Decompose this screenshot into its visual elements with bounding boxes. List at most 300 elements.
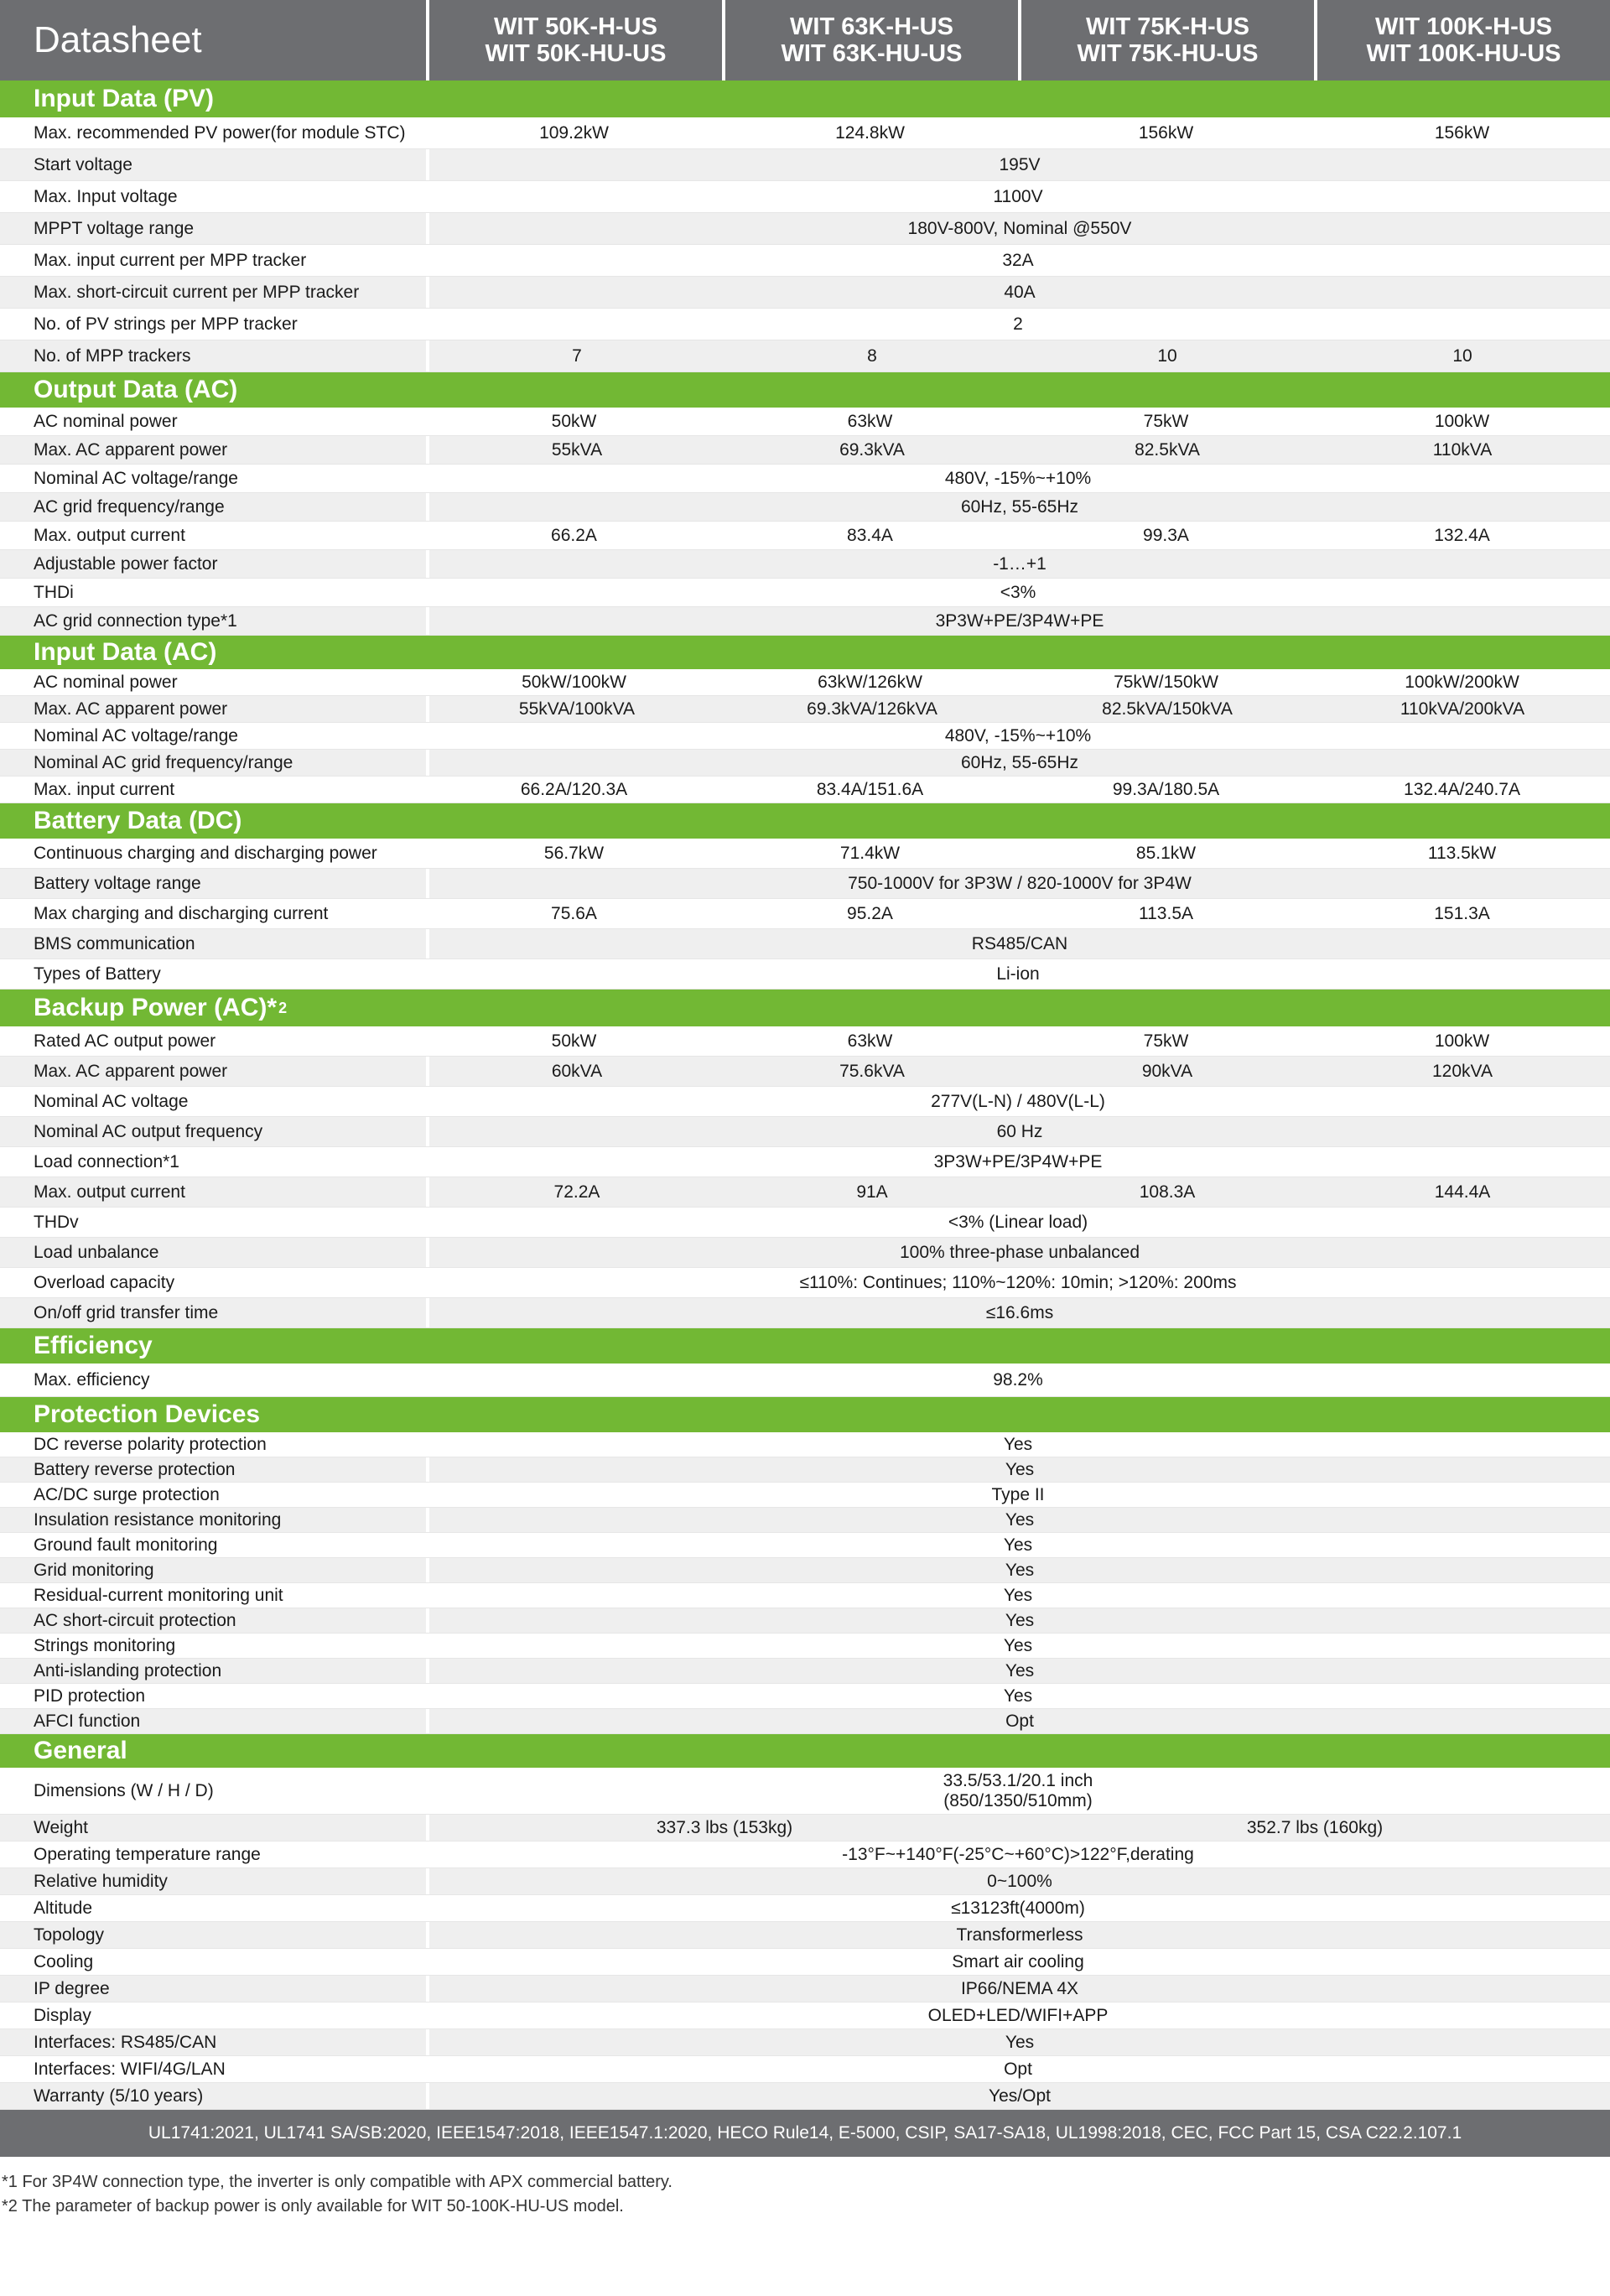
- value-cell: 109.2kW: [539, 122, 609, 143]
- row-values: [426, 550, 1610, 578]
- row-label: Max. AC apparent power: [34, 439, 228, 460]
- model-column-100k: [1314, 0, 1610, 81]
- table-row: [0, 1533, 1610, 1558]
- table-row: [0, 277, 1610, 309]
- row-label: AC grid frequency/range: [34, 496, 225, 517]
- value-cell: 50kW: [551, 411, 597, 431]
- value-cell: 69.3kVA/126kVA: [807, 699, 937, 719]
- table-row: [0, 1976, 1610, 2003]
- row-label: Cooling: [34, 1951, 94, 1971]
- certifications-bar: UL1741:2021, UL1741 SA/SB:2020, IEEE1547:2018, IEEE1547.1:2020, HECO Rule14, E-5000, CSIP, SA17-SA18, UL1998:2018, CEC, FCC Part 15, CSA C22.2.107.1: [0, 2110, 1610, 2157]
- table-row: [0, 1483, 1610, 1508]
- model-column-75k: [1018, 0, 1314, 81]
- row-label: Insulation resistance monitoring: [34, 1509, 282, 1530]
- value-cell: 2: [1013, 314, 1023, 334]
- section-title: General: [34, 1737, 127, 1764]
- row-values: [426, 1208, 1610, 1237]
- model-name-h: WIT 63K-H-US: [790, 13, 953, 40]
- table-row: [0, 1608, 1610, 1634]
- value-cell: Li-ion: [996, 964, 1040, 984]
- value-cell: 8: [867, 345, 877, 366]
- row-values: [426, 309, 1610, 340]
- table-row: [0, 959, 1610, 990]
- value-cell: Yes: [1003, 1635, 1033, 1655]
- row-values: [426, 522, 1610, 549]
- row-label: Max. input current: [34, 779, 175, 799]
- section-title-superscript: 2: [278, 999, 288, 1016]
- value-cell: 83.4A: [847, 525, 893, 545]
- value-cell: 180V-800V, Nominal @550V: [907, 218, 1132, 238]
- row-label: Interfaces: WIFI/4G/LAN: [34, 2059, 226, 2079]
- table-row: [0, 1583, 1610, 1608]
- row-values: [426, 1268, 1610, 1297]
- row-values: [426, 723, 1610, 749]
- value-cell: Yes: [1003, 1585, 1033, 1605]
- row-values: [426, 777, 1610, 803]
- value-cell: 156kW: [1138, 122, 1194, 143]
- row-values: [426, 750, 1610, 776]
- row-values: [426, 1976, 1610, 2002]
- row-label: Residual-current monitoring unit: [34, 1585, 283, 1605]
- value-cell: 99.3A/180.5A: [1112, 779, 1220, 799]
- row-label: Operating temperature range: [34, 1844, 261, 1864]
- value-cell: 100kW: [1434, 411, 1490, 431]
- row-label: Adjustable power factor: [34, 553, 218, 574]
- value-cell: ≤16.6ms: [985, 1302, 1054, 1322]
- value-cell: 75kW: [1143, 411, 1189, 431]
- row-label: Types of Battery: [34, 964, 161, 984]
- row-label: Display: [34, 2005, 91, 2025]
- row-label: AC grid connection type*1: [34, 610, 237, 631]
- row-values: [426, 1634, 1610, 1658]
- table-row: [0, 607, 1610, 636]
- section-title: Efficiency: [34, 1332, 153, 1359]
- row-label: MPPT voltage range: [34, 218, 195, 238]
- row-values: [426, 1432, 1610, 1457]
- value-cell: Smart air cooling: [952, 1951, 1084, 1971]
- row-label: DC reverse polarity protection: [34, 1434, 267, 1454]
- row-label: Ground fault monitoring: [34, 1535, 218, 1555]
- value-cell: 3P3W+PE/3P4W+PE: [933, 1151, 1103, 1171]
- row-label: Nominal AC output frequency: [34, 1121, 263, 1141]
- table-row: [0, 1057, 1610, 1087]
- row-label: Interfaces: RS485/CAN: [34, 2032, 217, 2052]
- row-values: [426, 117, 1610, 148]
- value-cell: 108.3A: [1139, 1182, 1196, 1202]
- row-label: Altitude: [34, 1898, 93, 1918]
- value-cell: ≤13123ft(4000m): [951, 1898, 1085, 1918]
- value-cell: 100kW: [1434, 1031, 1490, 1051]
- row-label: Dimensions (W / H / D): [34, 1780, 214, 1800]
- table-row: [0, 1457, 1610, 1483]
- value-cell: 195V: [999, 154, 1041, 174]
- value-cell: 352.7 lbs (160kg): [1246, 1817, 1384, 1837]
- row-values: [426, 436, 1610, 464]
- value-cell: 480V, -15%~+10%: [944, 725, 1092, 745]
- value-cell: 82.5kVA: [1135, 439, 1200, 460]
- value-cell: 95.2A: [847, 903, 893, 923]
- value-cell: 83.4A/151.6A: [816, 779, 924, 799]
- value-cell: 82.5kVA/150kVA: [1102, 699, 1233, 719]
- value-cell: Yes: [1005, 1560, 1035, 1580]
- row-label: Nominal AC voltage/range: [34, 725, 238, 745]
- value-cell: <3%: [1000, 582, 1036, 602]
- table-row: [0, 1268, 1610, 1298]
- row-label: PID protection: [34, 1686, 146, 1706]
- table-row: [0, 550, 1610, 579]
- value-cell: 75kW: [1143, 1031, 1189, 1051]
- value-cell: 110kVA/200kVA: [1400, 699, 1525, 719]
- table-row: [0, 1298, 1610, 1328]
- row-label: Max. output current: [34, 525, 185, 545]
- value-cell: Opt: [1005, 1711, 1034, 1731]
- table-row: [0, 1709, 1610, 1734]
- value-cell: 124.8kW: [835, 122, 905, 143]
- row-values: [426, 213, 1610, 244]
- table-row: [0, 1949, 1610, 1976]
- row-values: [426, 1558, 1610, 1582]
- section-title: Backup Power (AC)*: [34, 994, 278, 1021]
- value-cell: Yes: [1005, 1660, 1035, 1680]
- table-row: [0, 1026, 1610, 1057]
- table-row: [0, 181, 1610, 213]
- value-cell: 144.4A: [1434, 1182, 1491, 1202]
- row-label: Max. efficiency: [34, 1369, 150, 1390]
- value-cell: 56.7kW: [543, 843, 605, 863]
- value-cell: 60kVA: [551, 1061, 603, 1081]
- row-values: [426, 1922, 1610, 1948]
- value-cell: 75.6A: [551, 903, 597, 923]
- table-row: [0, 340, 1610, 372]
- table-row: [0, 1238, 1610, 1268]
- value-cell: 75.6kVA: [839, 1061, 905, 1081]
- value-cell: Yes/Opt: [989, 2086, 1051, 2106]
- row-values: [426, 1608, 1610, 1633]
- table-row: [0, 1815, 1610, 1841]
- row-values: [426, 1583, 1610, 1608]
- value-cell: 60 Hz: [996, 1121, 1043, 1141]
- value-cell: 3P3W+PE/3P4W+PE: [935, 610, 1104, 631]
- table-row: [0, 579, 1610, 607]
- value-cell: Yes: [1003, 1535, 1033, 1555]
- model-column-50k: [426, 0, 722, 81]
- value-cell: 100% three-phase unbalanced: [899, 1242, 1140, 1262]
- table-header: [0, 0, 1610, 81]
- section-header: [0, 1397, 1610, 1432]
- value-cell: 110kVA: [1432, 439, 1493, 460]
- row-label: No. of MPP trackers: [34, 345, 191, 366]
- table-row: [0, 2083, 1610, 2110]
- row-label: AC/DC surge protection: [34, 1484, 220, 1504]
- value-cell: Yes: [1003, 1686, 1033, 1706]
- section-header: [0, 990, 1610, 1026]
- table-row: [0, 1432, 1610, 1457]
- value-line: (850/1350/510mm): [943, 1790, 1093, 1810]
- value-cell: Yes: [1005, 1509, 1035, 1530]
- table-row: [0, 1922, 1610, 1949]
- row-label: AC nominal power: [34, 411, 178, 431]
- row-label: Start voltage: [34, 154, 132, 174]
- table-row: [0, 1868, 1610, 1895]
- row-label: Topology: [34, 1925, 105, 1945]
- value-cell: -13°F~+140°F(-25°C~+60°C)>122°F,derating: [842, 1844, 1194, 1864]
- row-label: Continuous charging and discharging power: [34, 843, 377, 863]
- value-cell: 100kW/200kW: [1405, 672, 1519, 692]
- row-label: Overload capacity: [34, 1272, 175, 1292]
- row-label: Max charging and discharging current: [34, 903, 329, 923]
- row-values: [426, 1709, 1610, 1733]
- row-values: [426, 1841, 1610, 1867]
- model-name-h: WIT 75K-H-US: [1086, 13, 1249, 40]
- row-values: [426, 669, 1610, 695]
- row-label: AC nominal power: [34, 672, 178, 692]
- value-cell: 0~100%: [987, 1871, 1052, 1891]
- model-name-hu: WIT 50K-HU-US: [485, 40, 667, 67]
- row-values: [426, 340, 1610, 371]
- row-label: THDv: [34, 1212, 79, 1232]
- value-cell: 99.3A: [1143, 525, 1189, 545]
- row-values: [426, 408, 1610, 435]
- row-label: THDi: [34, 582, 74, 602]
- row-label: Nominal AC voltage/range: [34, 468, 238, 488]
- row-values: [426, 2003, 1610, 2028]
- model-name-hu: WIT 63K-HU-US: [781, 40, 963, 67]
- section-title: Protection Devices: [34, 1400, 261, 1428]
- value-cell: 132.4A/240.7A: [1404, 779, 1520, 799]
- row-values: [426, 869, 1610, 898]
- value-cell: <3% (Linear load): [948, 1212, 1088, 1232]
- table-row: [0, 929, 1610, 959]
- row-label: No. of PV strings per MPP tracker: [34, 314, 298, 334]
- table-row: [0, 2003, 1610, 2029]
- row-label: Max. output current: [34, 1182, 185, 1202]
- row-label: Relative humidity: [34, 1871, 168, 1891]
- row-values: [426, 1868, 1610, 1894]
- value-cell: ≤110%: Continues; 110%~120%: 10min; >120%: 200ms: [799, 1272, 1237, 1292]
- value-cell: Yes: [1005, 2032, 1035, 2052]
- value-cell: 7: [572, 345, 582, 366]
- row-label: Strings monitoring: [34, 1635, 176, 1655]
- table-row: [0, 436, 1610, 465]
- row-label: AC short-circuit protection: [34, 1610, 236, 1630]
- value-cell: IP66/NEMA 4X: [960, 1978, 1079, 1998]
- value-cell: 337.3 lbs (153kg): [656, 1817, 793, 1837]
- table-row: [0, 213, 1610, 245]
- value-cell: 750-1000V for 3P3W / 820-1000V for 3P4W: [848, 873, 1192, 893]
- value-cell: 1100V: [993, 186, 1043, 206]
- row-values: [426, 1508, 1610, 1532]
- value-cell: 63kW/126kW: [818, 672, 922, 692]
- value-cell: -1…+1: [993, 553, 1046, 574]
- row-label: Max. Input voltage: [34, 186, 178, 206]
- section-header: [0, 372, 1610, 408]
- row-label: Battery voltage range: [34, 873, 201, 893]
- section-header: [0, 1734, 1610, 1768]
- row-label: Warranty (5/10 years): [34, 2086, 204, 2106]
- row-values: [426, 959, 1610, 989]
- model-name-hu: WIT 100K-HU-US: [1366, 40, 1561, 67]
- table-row: [0, 117, 1610, 149]
- model-name-h: WIT 50K-H-US: [494, 13, 657, 40]
- row-values: [426, 2083, 1610, 2109]
- row-values: [426, 1533, 1610, 1557]
- row-values: [426, 149, 1610, 180]
- table-row: [0, 1117, 1610, 1147]
- row-values: [426, 245, 1610, 276]
- row-values: [426, 2056, 1610, 2082]
- value-cell: 277V(L-N) / 480V(L-L): [931, 1091, 1105, 1111]
- value-cell: 151.3A: [1434, 903, 1490, 923]
- table-row: [0, 465, 1610, 493]
- value-cell: 10: [1452, 345, 1472, 366]
- row-label: BMS communication: [34, 933, 195, 953]
- value-cell: 66.2A/120.3A: [520, 779, 628, 799]
- row-label: Battery reverse protection: [34, 1459, 236, 1479]
- table-row: [0, 1659, 1610, 1684]
- row-label: On/off grid transfer time: [34, 1302, 219, 1322]
- value-cell: 63kW: [847, 411, 893, 431]
- table-row: [0, 1087, 1610, 1117]
- row-values: [426, 493, 1610, 521]
- row-values: [426, 181, 1610, 212]
- row-label: Load connection*1: [34, 1151, 179, 1171]
- row-values: [426, 929, 1610, 958]
- row-values: [426, 277, 1610, 308]
- value-cell: 60Hz, 55-65Hz: [960, 752, 1079, 772]
- row-values: [426, 2029, 1610, 2055]
- table-row: [0, 408, 1610, 436]
- table-row: [0, 149, 1610, 181]
- value-cell: 75kW/150kW: [1114, 672, 1218, 692]
- value-cell: Opt: [1004, 2059, 1032, 2079]
- value-cell: Transformerless: [956, 1925, 1083, 1945]
- table-row: [0, 1508, 1610, 1533]
- value-cell: Type II: [991, 1484, 1045, 1504]
- row-label: AFCI function: [34, 1711, 141, 1731]
- table-row: [0, 839, 1610, 869]
- value-cell: 71.4kW: [839, 843, 901, 863]
- section-header: [0, 803, 1610, 839]
- table-row: [0, 2056, 1610, 2083]
- table-row: [0, 309, 1610, 340]
- value-cell: 120kVA: [1432, 1061, 1493, 1081]
- value-cell: Yes: [1005, 1610, 1035, 1630]
- row-label: IP degree: [34, 1978, 110, 1998]
- table-row: [0, 493, 1610, 522]
- section-title: Input Data (PV): [34, 85, 214, 112]
- section-header: [0, 1328, 1610, 1364]
- table-row: [0, 245, 1610, 277]
- value-cell: 90kVA: [1141, 1061, 1193, 1081]
- value-cell: Yes: [1005, 1459, 1035, 1479]
- row-values: [426, 1087, 1610, 1116]
- row-values: [426, 1949, 1610, 1975]
- spec-sections: [0, 81, 1610, 2110]
- row-values: [426, 1057, 1610, 1086]
- row-label: Max. short-circuit current per MPP tracker: [34, 282, 360, 302]
- value-cell: 50kW/100kW: [522, 672, 626, 692]
- section-title: Battery Data (DC): [34, 807, 242, 834]
- row-label: Rated AC output power: [34, 1031, 216, 1051]
- value-cell: 85.1kW: [1135, 843, 1197, 863]
- table-row: [0, 750, 1610, 777]
- row-values: [426, 607, 1610, 635]
- footnote-2: *2 The parameter of backup power is only available for WIT 50-100K-HU-US model.: [2, 2197, 624, 2215]
- value-cell: 98.2%: [993, 1369, 1043, 1390]
- value-cell: 132.4A: [1434, 525, 1490, 545]
- value-cell: Yes: [1003, 1434, 1033, 1454]
- table-row: [0, 1841, 1610, 1868]
- row-values: [426, 1684, 1610, 1708]
- row-values: [426, 1815, 1610, 1841]
- table-row: [0, 899, 1610, 929]
- value-cell: 69.3kVA: [839, 439, 905, 460]
- model-name-hu: WIT 75K-HU-US: [1077, 40, 1259, 67]
- value-cell: 66.2A: [551, 525, 597, 545]
- row-values: [426, 1364, 1610, 1396]
- value-cell: [426, 1768, 1610, 1814]
- value-cell: OLED+LED/WIFI+APP: [927, 2005, 1109, 2025]
- value-cell: 32A: [1002, 250, 1034, 270]
- table-row: [0, 1684, 1610, 1709]
- page-title: Datasheet: [34, 19, 202, 60]
- value-cell: 55kVA/100kVA: [518, 699, 636, 719]
- value-cell: 156kW: [1434, 122, 1490, 143]
- row-values: [426, 1177, 1610, 1207]
- row-values: [426, 899, 1610, 928]
- value-line: 33.5/53.1/20.1 inch: [943, 1770, 1093, 1790]
- table-row: [0, 1895, 1610, 1922]
- table-row: [0, 522, 1610, 550]
- value-cell: 113.5A: [1139, 903, 1193, 923]
- section-header: [0, 636, 1610, 669]
- row-label: Max. AC apparent power: [34, 699, 228, 719]
- footnotes: [0, 2157, 1610, 2219]
- value-cell: 63kW: [847, 1031, 893, 1051]
- value-cell: 72.2A: [553, 1182, 600, 1202]
- table-row: [0, 1768, 1610, 1815]
- section-title: Input Data (AC): [34, 638, 217, 666]
- row-values: [426, 1298, 1610, 1327]
- table-row: [0, 723, 1610, 750]
- value-cell: 10: [1157, 345, 1177, 366]
- row-values: [426, 1659, 1610, 1683]
- table-row: [0, 2029, 1610, 2056]
- row-values: [426, 1768, 1610, 1814]
- row-label: Grid monitoring: [34, 1560, 154, 1580]
- row-label: Nominal AC voltage: [34, 1091, 189, 1111]
- row-values: [426, 1117, 1610, 1146]
- table-row: [0, 1177, 1610, 1208]
- value-cell: 113.5kW: [1427, 843, 1497, 863]
- row-label: Max. input current per MPP tracker: [34, 250, 307, 270]
- model-name-h: WIT 100K-H-US: [1374, 13, 1553, 40]
- row-label: Max. AC apparent power: [34, 1061, 228, 1081]
- table-row: [0, 1634, 1610, 1659]
- table-row: [0, 1147, 1610, 1177]
- row-values: [426, 465, 1610, 492]
- section-header: [0, 81, 1610, 117]
- row-label: Load unbalance: [34, 1242, 159, 1262]
- model-column-63k: [722, 0, 1018, 81]
- row-label: Max. recommended PV power(for module STC): [34, 122, 406, 143]
- row-values: [426, 1457, 1610, 1482]
- table-row: [0, 696, 1610, 723]
- row-label: Weight: [34, 1817, 88, 1837]
- table-row: [0, 869, 1610, 899]
- table-row: [0, 669, 1610, 696]
- table-row: [0, 1364, 1610, 1397]
